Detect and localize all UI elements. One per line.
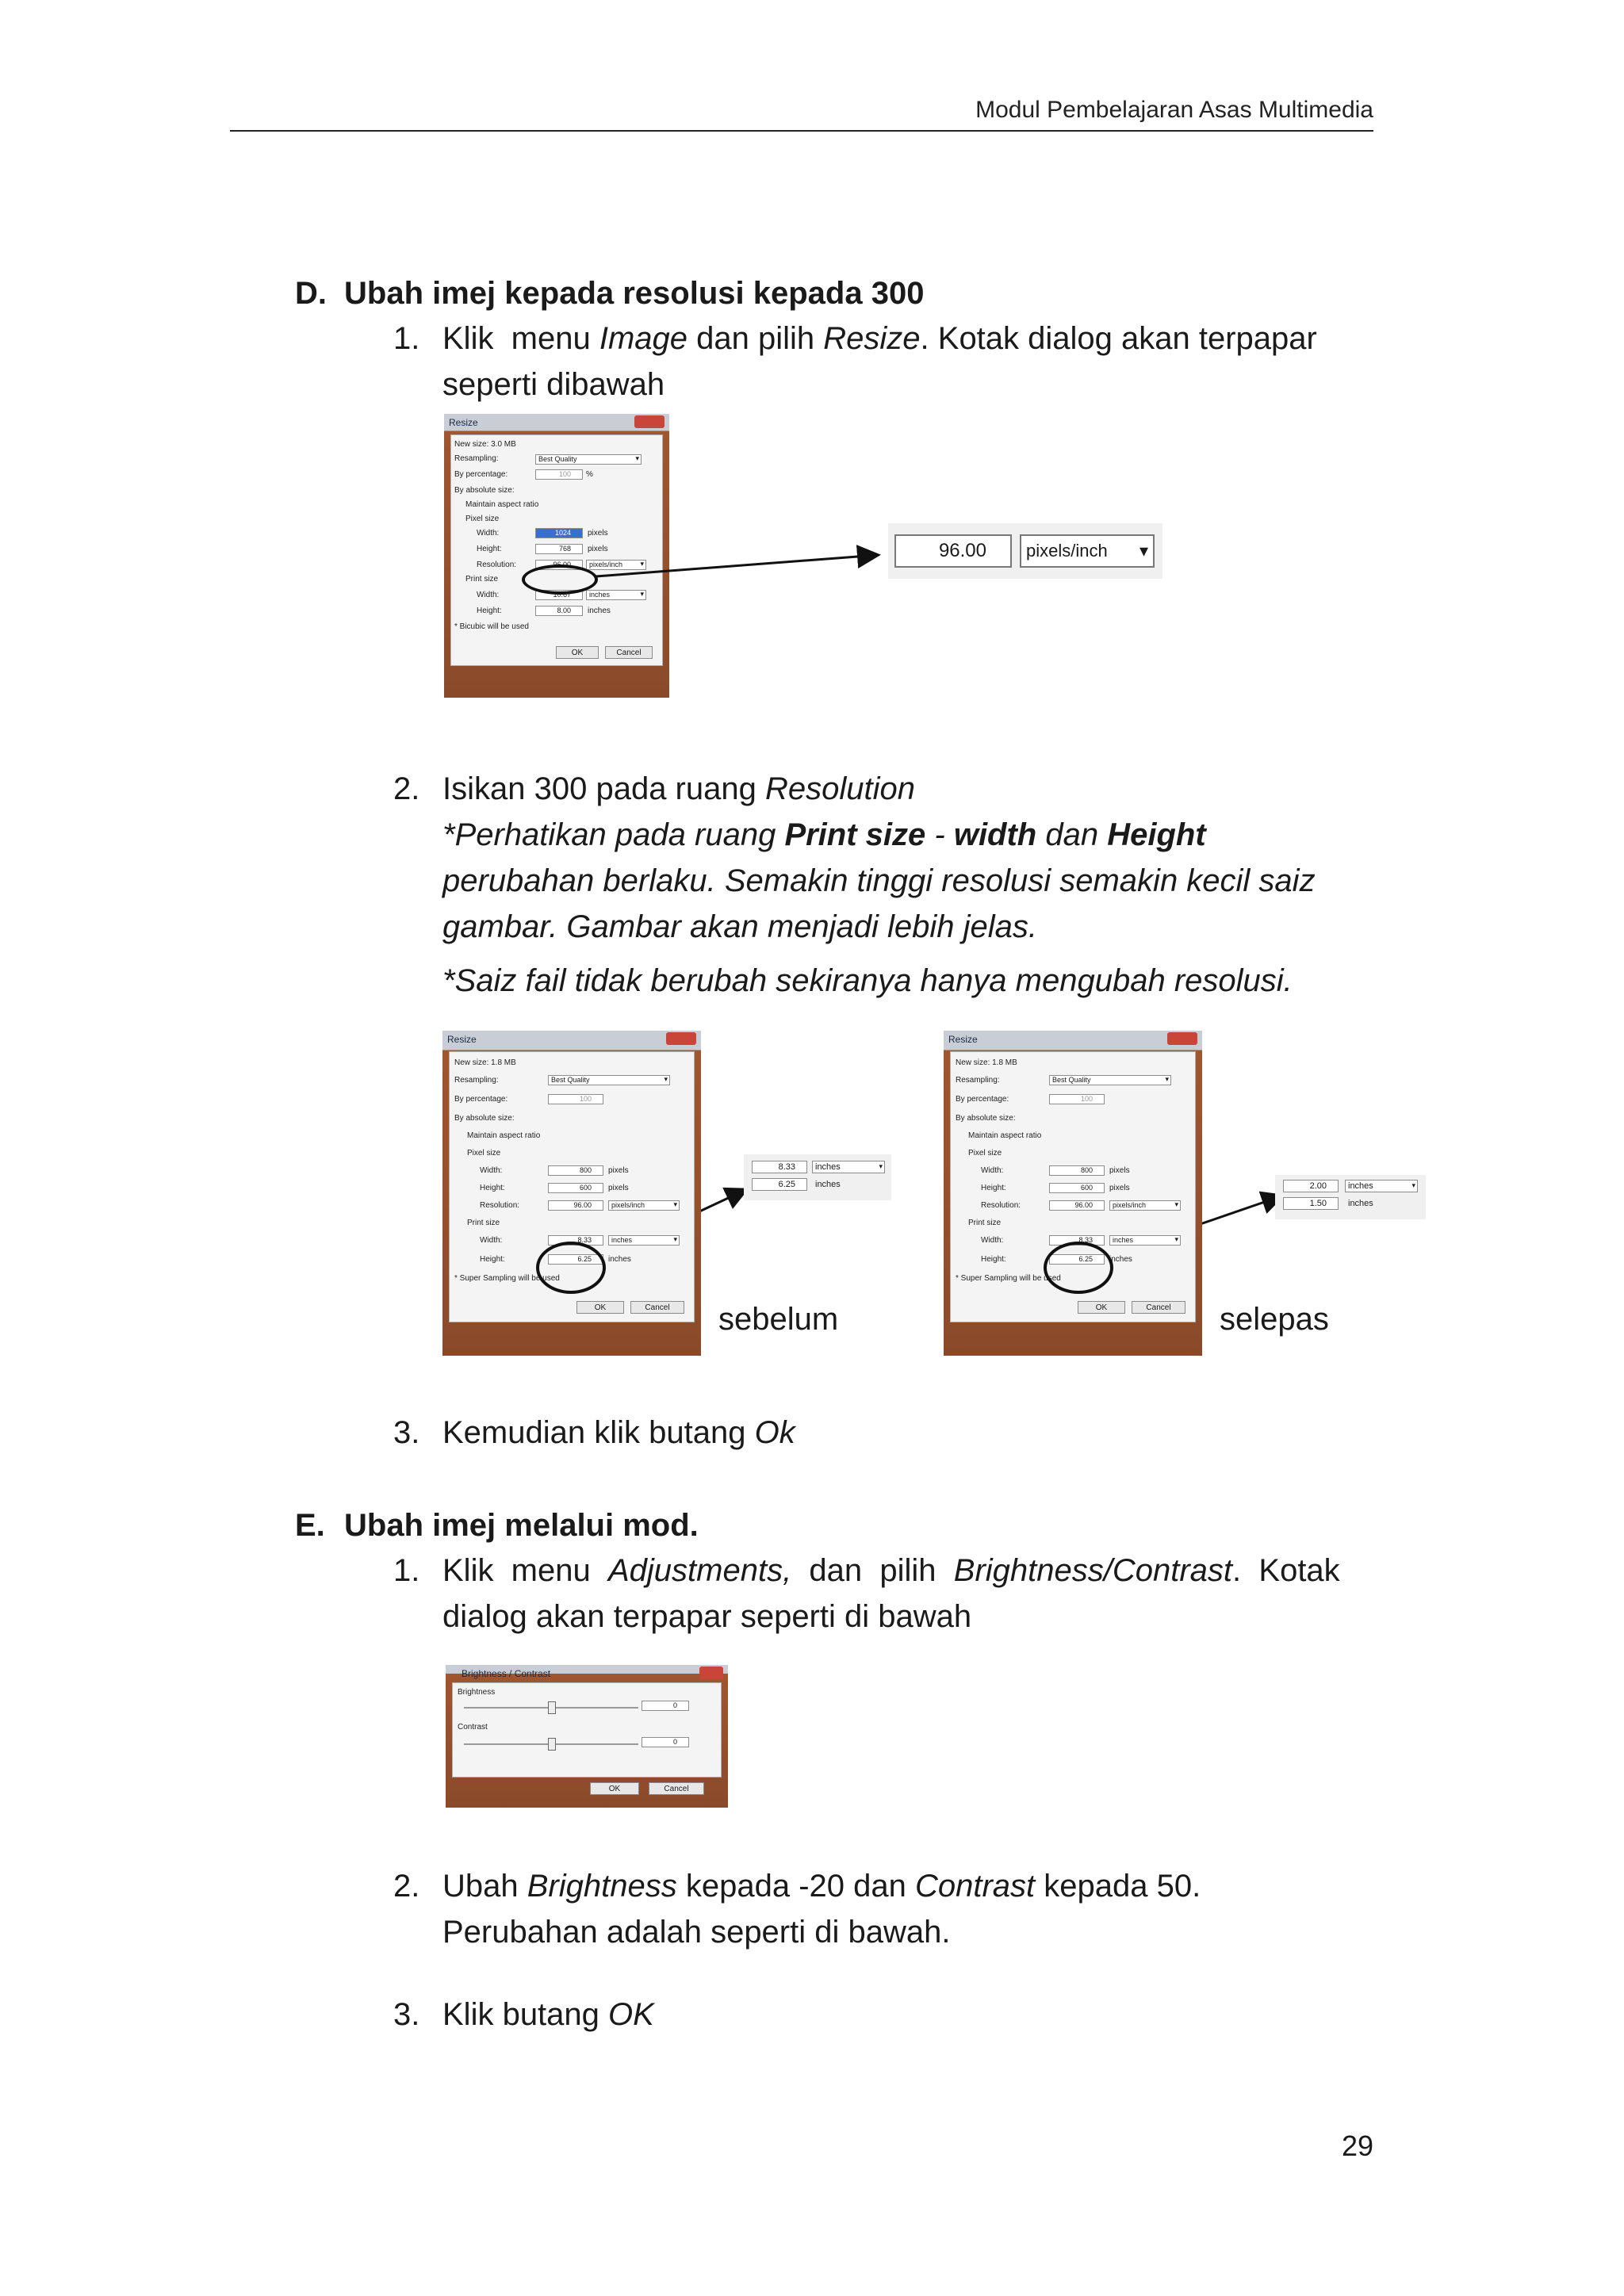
contrast-slider-thumb: [548, 1738, 556, 1751]
resample-note: * Super Sampling will be used: [956, 1274, 1061, 1283]
d-step-1-num: 1.: [393, 321, 420, 356]
resampling-label: Resampling:: [454, 1076, 499, 1085]
maintain-aspect-checkbox: Maintain aspect ratio: [467, 1131, 541, 1140]
e-step-2-line2: Perubahan adalah seperti di bawah.: [442, 1915, 951, 1950]
height-unit: pixels: [1109, 1184, 1130, 1192]
resampling-label: Resampling:: [956, 1076, 1000, 1085]
maintain-aspect-checkbox: Maintain aspect ratio: [465, 500, 539, 509]
zoom-before-unit: inches ▾: [812, 1161, 885, 1173]
width-label: Width:: [480, 1166, 503, 1175]
brightness-label: Brightness: [458, 1688, 496, 1697]
print-size-label: Print size: [968, 1219, 1002, 1227]
percent-unit: %: [586, 470, 593, 479]
zoom-before-height: 6.25: [752, 1178, 807, 1191]
percentage-field: 100: [1049, 1094, 1105, 1104]
print-width-field: 10.67: [535, 590, 583, 600]
section-d-letter: D.: [295, 276, 327, 311]
width-label: Width:: [981, 1166, 1004, 1175]
by-absolute-radio: By absolute size:: [454, 1114, 515, 1123]
width-label: Width:: [477, 529, 500, 538]
d-note-semakin: . Semakin tinggi resolusi semakin kecil saiz: [707, 863, 1316, 898]
d-note-dash: -: [925, 817, 954, 852]
width-field: 800: [548, 1165, 603, 1176]
e-step-3-ok: OK: [608, 1997, 654, 2032]
d-step-1-image: Image: [599, 321, 688, 356]
d-step-3-num: 3.: [393, 1415, 420, 1450]
by-absolute-radio: By absolute size:: [454, 486, 515, 495]
resolution-unit-select: pixels/inch ▾: [608, 1200, 680, 1211]
height-field: 600: [548, 1183, 603, 1193]
print-height-unit: inches: [588, 607, 611, 615]
print-width-label: Width:: [981, 1236, 1004, 1245]
e-step-1-text-c: dan pilih: [791, 1553, 954, 1588]
brightness-field: 0: [642, 1701, 689, 1711]
d-note-gambar: gambar. Gambar akan menjadi lebih jelas.: [442, 909, 1038, 944]
e-step-1-num: 1.: [393, 1553, 420, 1588]
zoom-after-width: 2.00: [1283, 1180, 1339, 1192]
pixel-size-label: Pixel size: [467, 1149, 501, 1158]
height-label: Height:: [480, 1184, 505, 1192]
section-e-title: Ubah imej melalui mod.: [344, 1508, 699, 1543]
print-size-label: Print size: [465, 575, 499, 584]
new-size-label: New size: 1.8 MB: [454, 1058, 516, 1067]
print-height-label: Height:: [981, 1255, 1006, 1264]
resolution-label: Resolution:: [480, 1201, 520, 1210]
d-step-1-text-a: Klik menu: [442, 321, 599, 356]
ok-button: OK: [556, 646, 599, 659]
zoom-before-height-unit: inches: [815, 1180, 841, 1189]
print-height-field: 6.25: [1049, 1254, 1105, 1265]
e-step-2: [393, 1863, 1201, 1955]
resampling-select: Best Quality ▾: [535, 454, 642, 465]
resize-dialog-title: Resize: [948, 1034, 978, 1045]
by-percentage-radio: By percentage:: [454, 1095, 508, 1104]
e-step-2-num: 2.: [393, 1869, 420, 1904]
cancel-button: Cancel: [1132, 1301, 1185, 1314]
resize-dialog-after: [944, 1031, 1202, 1356]
e-step-2-contrast: Contrast: [914, 1869, 1036, 1904]
d-step-1-line2: seperti dibawah: [442, 367, 665, 402]
e-step-1-adjustments: Adjustments,: [607, 1553, 792, 1588]
e-step-3: [393, 1992, 654, 2038]
print-height-field: 6.25: [548, 1254, 603, 1265]
print-height-label: Height:: [477, 607, 502, 615]
by-percentage-radio: By percentage:: [956, 1095, 1009, 1104]
print-height-label: Height:: [480, 1255, 505, 1264]
d-step-1-text-c: dan pilih: [688, 321, 824, 356]
width-unit: pixels: [1109, 1166, 1130, 1175]
resample-note: * Bicubic will be used: [454, 622, 529, 631]
d-note-1: *Perhatikan pada ruang: [442, 817, 785, 852]
height-unit: pixels: [608, 1184, 629, 1192]
zoom-print-after: [1275, 1175, 1426, 1219]
e-step-1-text-e: . Kotak: [1232, 1553, 1340, 1588]
print-size-label: Print size: [467, 1219, 500, 1227]
d-step-2: [393, 766, 1316, 950]
section-e-heading: [295, 1508, 699, 1544]
d-note-width: width: [953, 817, 1037, 852]
height-unit: pixels: [588, 545, 608, 553]
pixel-size-label: Pixel size: [968, 1149, 1002, 1158]
e-step-2-text-e: kepada 50.: [1035, 1869, 1201, 1904]
d-step-3-ok: Ok: [754, 1415, 795, 1450]
resolution-label: Resolution:: [477, 561, 517, 569]
print-height-field: 8.00: [535, 606, 583, 616]
ok-button: OK: [1078, 1301, 1125, 1314]
d-note-height: Height: [1107, 817, 1206, 852]
print-width-label: Width:: [480, 1236, 503, 1245]
d-step-3: [393, 1410, 795, 1456]
close-icon: [699, 1667, 723, 1679]
zoom-after-height: 1.50: [1283, 1197, 1339, 1210]
height-label: Height:: [477, 545, 502, 553]
print-height-unit: inches: [608, 1255, 631, 1264]
resolution-field: 96.00: [548, 1200, 603, 1211]
contrast-label: Contrast: [458, 1723, 488, 1732]
ok-button: OK: [576, 1301, 624, 1314]
resolution-field: 96.00: [1049, 1200, 1105, 1211]
d-step-3-text: Kemudian klik butang: [442, 1415, 755, 1450]
d-note-perubahan: perubahan berlaku: [442, 863, 707, 898]
width-unit: pixels: [588, 529, 608, 538]
caption-before: sebelum: [718, 1302, 839, 1337]
pixel-size-label: Pixel size: [465, 515, 500, 523]
resample-note: * Super Sampling will be used: [454, 1274, 560, 1283]
d-step-2-resolution: Resolution: [764, 771, 915, 806]
print-unit-select: inches ▾: [1109, 1235, 1181, 1246]
resize-dialog-before: [442, 1031, 701, 1356]
print-width-label: Width:: [477, 591, 500, 599]
running-header: Modul Pembelajaran Asas Multimedia: [975, 97, 1373, 123]
d-step-2-text-a: Isikan 300 pada ruang: [442, 771, 765, 806]
e-step-3-num: 3.: [393, 1997, 420, 2032]
e-step-1: [393, 1548, 1372, 1640]
d-step-1-resize: Resize: [823, 321, 921, 356]
resampling-select: Best Quality ▾: [1049, 1075, 1171, 1085]
cancel-button: Cancel: [649, 1782, 704, 1795]
print-width-field: 8.33: [548, 1235, 603, 1246]
resize-dialog-title: Resize: [449, 417, 478, 428]
new-size-label: New size: 3.0 MB: [454, 440, 516, 449]
d-note-dan: dan: [1036, 817, 1108, 852]
bc-dialog-title: Brightness / Contrast: [462, 1668, 551, 1679]
zoom-resolution-unit: pixels/inch ▾: [1020, 534, 1155, 568]
maintain-aspect-checkbox: Maintain aspect ratio: [968, 1131, 1042, 1140]
section-d-title: Ubah imej kepada resolusi kepada 300: [344, 276, 925, 311]
zoom-after-unit: inches ▾: [1345, 1180, 1418, 1192]
print-unit-select: inches ▾: [586, 590, 646, 600]
percentage-field: 100: [548, 1094, 603, 1104]
page-number: 29: [1341, 2130, 1373, 2162]
print-height-unit: inches: [1109, 1255, 1132, 1264]
resolution-label: Resolution:: [981, 1201, 1021, 1210]
resolution-unit-select: pixels/inch ▾: [586, 560, 646, 570]
e-step-1-text-a: Klik menu: [442, 1553, 608, 1588]
ok-button: OK: [590, 1782, 639, 1795]
brightness-slider-thumb: [548, 1701, 556, 1714]
resampling-label: Resampling:: [454, 454, 499, 463]
resize-dialog-title: Resize: [447, 1034, 477, 1045]
cancel-button: Cancel: [605, 646, 653, 659]
width-field: 800: [1049, 1165, 1105, 1176]
width-field: 1024: [535, 528, 583, 538]
brightness-contrast-dialog-screenshot: [446, 1665, 728, 1808]
close-icon: [666, 1032, 696, 1045]
zoom-print-before: [744, 1154, 891, 1200]
d-step-1-text-e: . Kotak dialog akan terpapar: [920, 321, 1317, 356]
highlight-circle: [1044, 1242, 1113, 1294]
resolution-field: 96.00: [535, 560, 583, 570]
highlight-circle: [536, 1242, 606, 1294]
resolution-unit-select: pixels/inch ▾: [1109, 1200, 1181, 1211]
e-step-1-brightness-contrast: Brightness/Contrast: [953, 1553, 1233, 1588]
print-unit-select: inches ▾: [608, 1235, 680, 1246]
height-field: 600: [1049, 1183, 1105, 1193]
section-e-letter: E.: [295, 1508, 325, 1543]
d-step-2-num: 2.: [393, 771, 420, 806]
by-percentage-radio: By percentage:: [454, 470, 508, 479]
e-step-1-line2: dialog akan terpapar seperti di bawah: [442, 1599, 972, 1634]
close-icon: [1167, 1032, 1197, 1045]
width-unit: pixels: [608, 1166, 629, 1175]
print-width-field: 8.33: [1049, 1235, 1105, 1246]
e-step-2-brightness: Brightness: [527, 1869, 677, 1904]
d-note-print-size: Print size: [784, 817, 926, 852]
cancel-button: Cancel: [630, 1301, 684, 1314]
height-label: Height:: [981, 1184, 1006, 1192]
by-absolute-radio: By absolute size:: [956, 1114, 1016, 1123]
zoom-after-height-unit: inches: [1348, 1199, 1373, 1208]
contrast-field: 0: [642, 1737, 689, 1747]
d-note-saiz: [442, 958, 1293, 1004]
caption-after: selepas: [1220, 1302, 1329, 1337]
percentage-field: 100: [535, 469, 583, 480]
e-step-3-text: Klik butang: [442, 1997, 609, 2032]
e-step-2-text-c: kepada -20 dan: [676, 1869, 915, 1904]
new-size-label: New size: 1.8 MB: [956, 1058, 1017, 1067]
height-field: 768: [535, 544, 583, 554]
zoom-resolution-field: 96.00: [894, 534, 1012, 568]
zoom-before-width: 8.33: [752, 1161, 807, 1173]
resampling-select: Best Quality ▾: [548, 1075, 670, 1085]
e-step-2-text-a: Ubah: [442, 1869, 527, 1904]
d-note-saiz-text: *Saiz fail tidak berubah sekiranya hanya mengubah resolusi.: [442, 963, 1293, 998]
